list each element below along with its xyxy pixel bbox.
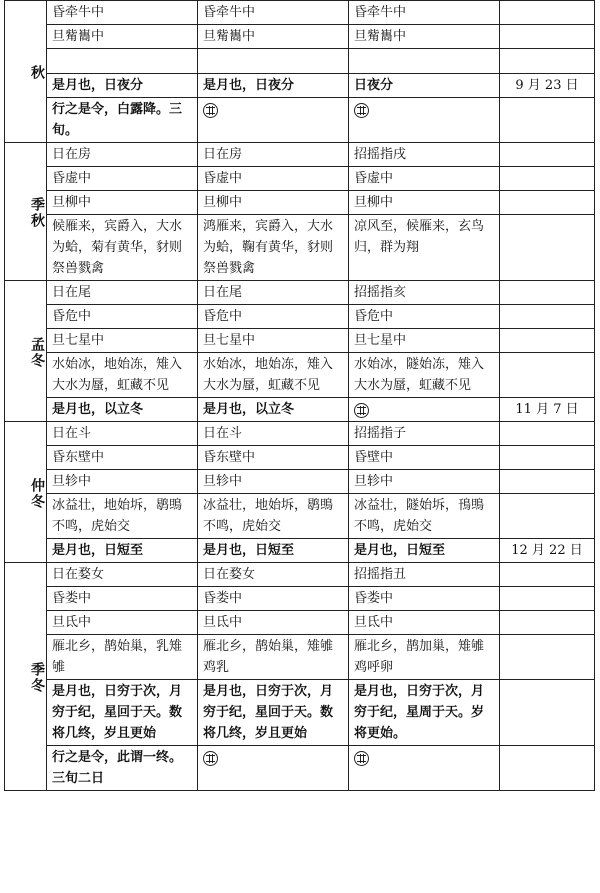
text-cell: 雁北乡，鹊始巢，乳雉雊 — [47, 635, 198, 680]
date-cell — [500, 143, 595, 167]
table-row — [5, 494, 595, 539]
text-cell: 昏虚中 — [198, 167, 349, 191]
date-cell: 9 月 23 日 — [500, 74, 595, 98]
date-cell — [500, 305, 595, 329]
text-cell: 昏壁中 — [349, 446, 500, 470]
date-cell — [500, 611, 595, 635]
text-cell: 招摇指子 — [349, 422, 500, 446]
date-cell — [500, 49, 595, 74]
text-cell: 鸿雁来，宾爵入，大水为蛤，鞠有黄华，豺则祭兽戮禽 — [198, 215, 349, 281]
text-cell: 是月也，日夜分 — [47, 74, 198, 98]
text-cell: 旦轸中 — [349, 470, 500, 494]
text-cell: 昏牵牛中 — [349, 1, 500, 25]
text-cell: 是月也，日穷于次，月穷于纪，星回于天。数将几终，岁且更始 — [198, 680, 349, 746]
season-label: 仲冬 — [5, 422, 47, 563]
text-cell: 昏东壁中 — [47, 446, 198, 470]
text-cell: 是月也，日夜分 — [198, 74, 349, 98]
table-row — [5, 587, 595, 611]
text-cell: 昏危中 — [349, 305, 500, 329]
text-cell: 旦七星中 — [349, 329, 500, 353]
text-cell — [349, 746, 500, 791]
text-cell: 是月也，以立冬 — [198, 398, 349, 422]
text-cell: 冰益壮，地始坼，鹖鴠不鸣，虎始交 — [198, 494, 349, 539]
text-cell: 招摇指亥 — [349, 281, 500, 305]
date-cell — [500, 329, 595, 353]
table-row — [5, 329, 595, 353]
text-cell: 行之是令，此谓一终。三旬二日 — [47, 746, 198, 791]
text-cell: 旦氐中 — [198, 611, 349, 635]
text-cell: 昏虚中 — [349, 167, 500, 191]
circled-field-icon — [354, 751, 369, 766]
text-cell: 是月也，日穷于次，月穷于纪，星回于天。数将几终，岁且更始 — [47, 680, 198, 746]
season-label: 季冬 — [5, 563, 47, 791]
date-cell — [500, 587, 595, 611]
season-label: 秋 — [5, 1, 47, 143]
date-cell — [500, 635, 595, 680]
text-cell: 昏娄中 — [349, 587, 500, 611]
date-cell — [500, 680, 595, 746]
text-cell: 旦七星中 — [47, 329, 198, 353]
table-row — [5, 470, 595, 494]
text-cell: 日在婺女 — [47, 563, 198, 587]
table-row — [5, 680, 595, 746]
season-label: 季秋 — [5, 143, 47, 281]
table-row — [5, 446, 595, 470]
circled-field-icon — [354, 403, 369, 418]
text-cell: 冰益壮，隧始坼，鳱鴠不鸣，虎始交 — [349, 494, 500, 539]
text-cell: 日夜分 — [349, 74, 500, 98]
circled-field-icon — [203, 103, 218, 118]
text-cell: 水始冰，地始冻，雉入大水为蜃，虹藏不见 — [198, 353, 349, 398]
almanac-comparison-table — [4, 0, 595, 791]
text-cell: 雁北乡，鹊加巢，雉雊鸡呼卵 — [349, 635, 500, 680]
text-cell: 日在斗 — [198, 422, 349, 446]
date-cell: 12 月 22 日 — [500, 539, 595, 563]
text-cell: 昏牵牛中 — [198, 1, 349, 25]
text-cell: 旦七星中 — [198, 329, 349, 353]
date-cell — [500, 191, 595, 215]
text-cell: 昏娄中 — [47, 587, 198, 611]
table-row — [5, 563, 595, 587]
text-cell: 昏牵牛中 — [47, 1, 198, 25]
date-cell — [500, 746, 595, 791]
date-cell — [500, 446, 595, 470]
table-row — [5, 215, 595, 281]
table-row — [5, 281, 595, 305]
date-cell — [500, 1, 595, 25]
text-cell: 招摇指丑 — [349, 563, 500, 587]
table-row — [5, 167, 595, 191]
text-cell: 日在尾 — [47, 281, 198, 305]
text-cell: 日在斗 — [47, 422, 198, 446]
text-cell: 昏危中 — [198, 305, 349, 329]
text-cell: 招摇指戌 — [349, 143, 500, 167]
table-row — [5, 191, 595, 215]
circled-field-icon — [203, 751, 218, 766]
table-row — [5, 611, 595, 635]
date-cell — [500, 167, 595, 191]
season-label: 孟冬 — [5, 281, 47, 422]
table-row — [5, 305, 595, 329]
text-cell: 昏危中 — [47, 305, 198, 329]
table-row — [5, 25, 595, 49]
text-cell: 昏娄中 — [198, 587, 349, 611]
date-cell — [500, 353, 595, 398]
text-cell: 旦轸中 — [198, 470, 349, 494]
table-row — [5, 74, 595, 98]
text-cell: 旦觜巂中 — [47, 25, 198, 49]
circled-field-icon — [354, 103, 369, 118]
text-cell: 日在尾 — [198, 281, 349, 305]
text-cell: 是月也，日短至 — [47, 539, 198, 563]
date-cell — [500, 422, 595, 446]
date-cell — [500, 98, 595, 143]
text-cell: 凉风至，候雁来，玄鸟归，群为翔 — [349, 215, 500, 281]
text-cell: 候雁来，宾爵入，大水为蛤，菊有黄华，豺则祭兽戮禽 — [47, 215, 198, 281]
date-cell — [500, 281, 595, 305]
date-cell — [500, 494, 595, 539]
table-row — [5, 635, 595, 680]
text-cell: 旦柳中 — [47, 191, 198, 215]
text-cell: 日在房 — [47, 143, 198, 167]
text-cell — [349, 49, 500, 74]
table-row — [5, 539, 595, 563]
text-cell: 昏虚中 — [47, 167, 198, 191]
date-cell — [500, 215, 595, 281]
text-cell: 旦柳中 — [349, 191, 500, 215]
text-cell: 是月也，日短至 — [349, 539, 500, 563]
text-cell: 行之是令，白露降。三旬。 — [47, 98, 198, 143]
text-cell — [198, 98, 349, 143]
date-cell: 11 月 7 日 — [500, 398, 595, 422]
table-row — [5, 353, 595, 398]
text-cell: 日在婺女 — [198, 563, 349, 587]
text-cell: 旦氐中 — [47, 611, 198, 635]
text-cell — [198, 746, 349, 791]
table-row — [5, 422, 595, 446]
text-cell: 旦轸中 — [47, 470, 198, 494]
text-cell — [349, 98, 500, 143]
date-cell — [500, 25, 595, 49]
table-row — [5, 398, 595, 422]
text-cell: 是月也，日穷于次，月穷于纪，星周于天。岁将更始。 — [349, 680, 500, 746]
table-row — [5, 746, 595, 791]
text-cell: 昏东壁中 — [198, 446, 349, 470]
text-cell: 水始冰，隧始冻，雉入大水为蜃，虹藏不见 — [349, 353, 500, 398]
text-cell: 旦氐中 — [349, 611, 500, 635]
text-cell — [47, 49, 198, 74]
text-cell: 是月也，日短至 — [198, 539, 349, 563]
text-cell: 旦柳中 — [198, 191, 349, 215]
table-row — [5, 98, 595, 143]
text-cell: 水始冰，地始冻，雉入大水为蜃，虹藏不见 — [47, 353, 198, 398]
table-body — [5, 1, 595, 791]
date-cell — [500, 470, 595, 494]
text-cell: 雁北乡，鹊始巢，雉雊鸡乳 — [198, 635, 349, 680]
table-row — [5, 143, 595, 167]
date-cell — [500, 563, 595, 587]
text-cell: 是月也，以立冬 — [47, 398, 198, 422]
text-cell: 旦觜巂中 — [349, 25, 500, 49]
text-cell: 日在房 — [198, 143, 349, 167]
table-row — [5, 49, 595, 74]
text-cell — [349, 398, 500, 422]
text-cell: 冰益壮，地始坼，鹖鴠不鸣，虎始交 — [47, 494, 198, 539]
table-row — [5, 1, 595, 25]
text-cell: 旦觜巂中 — [198, 25, 349, 49]
text-cell — [198, 49, 349, 74]
